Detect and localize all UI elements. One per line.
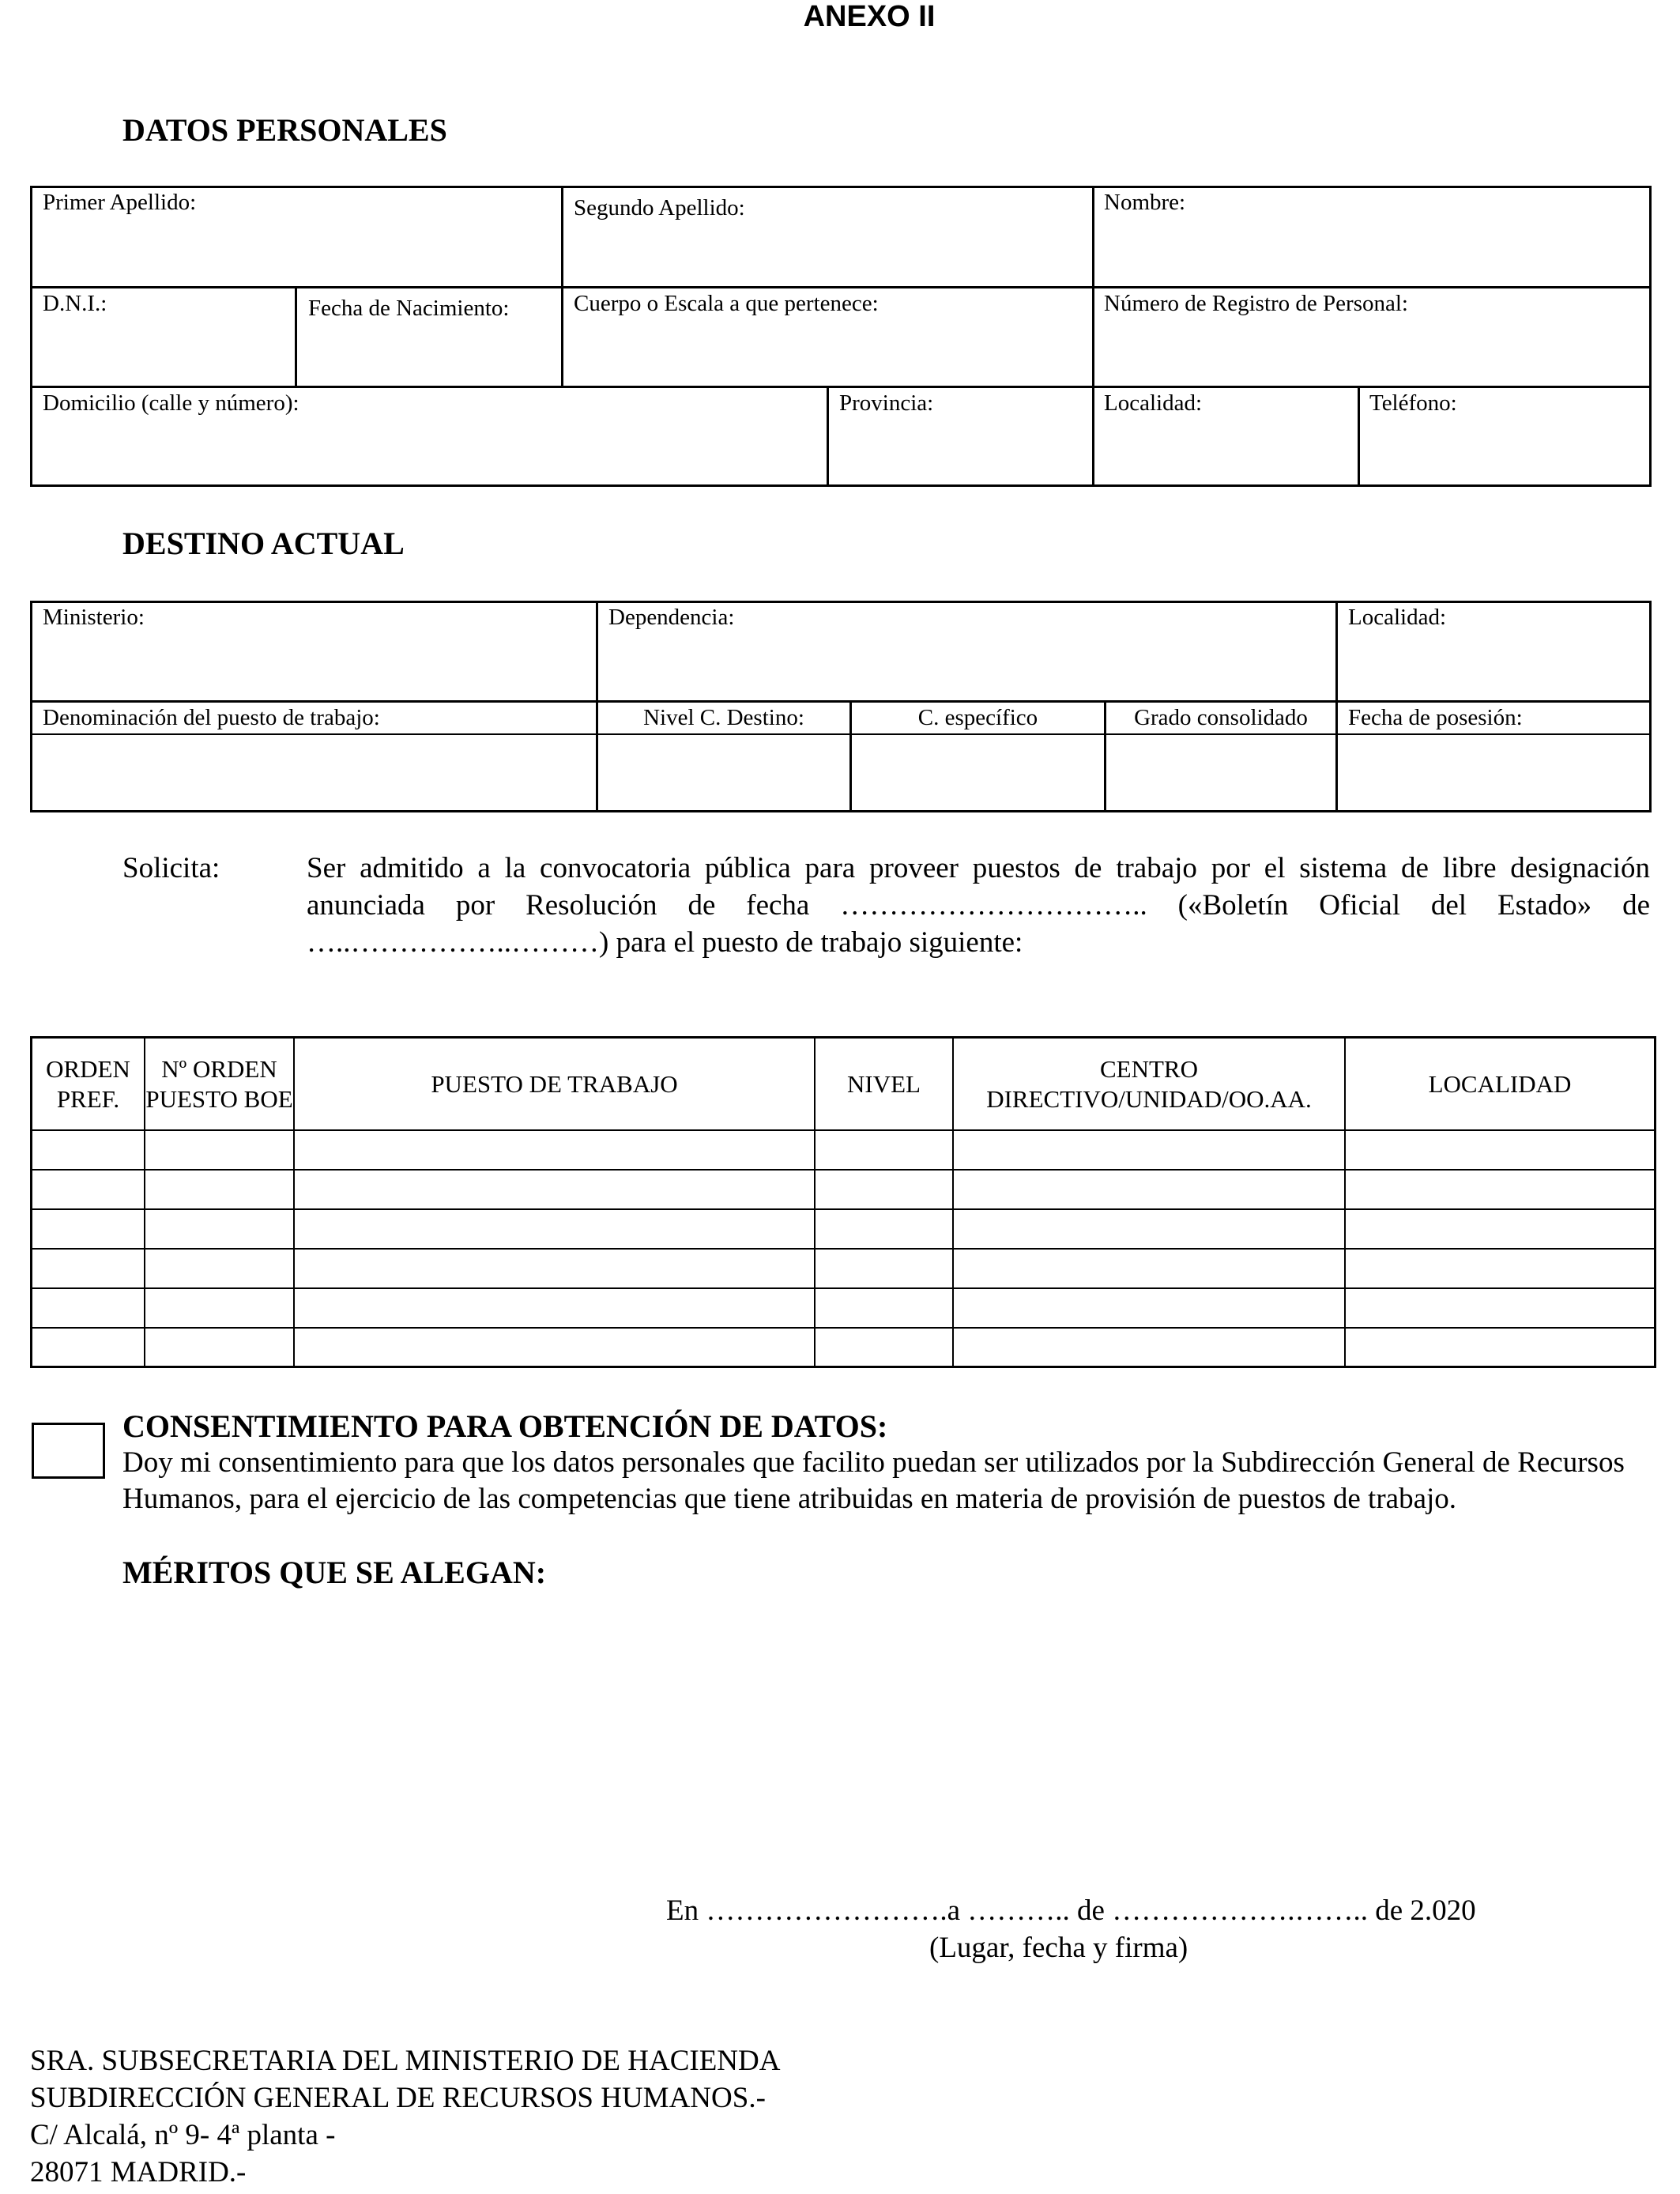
field-complemento-especifico: C. específico [917,705,1038,730]
header-orden-pref: ORDEN PREF. [46,1054,130,1113]
field-telefono: Teléfono: [1369,390,1457,416]
signature-caption: (Lugar, fecha y firma) [929,1932,1188,1964]
addressee-line-4: 28071 MADRID.- [30,2156,247,2188]
addressee-line-1: SRA. SUBSECRETARIA DEL MINISTERIO DE HACIENDA [30,2045,781,2077]
current-post-heading: DESTINO ACTUAL [122,526,405,561]
header-localidad: LOCALIDAD [1428,1069,1572,1098]
request-text: Ser admitido a la convocatoria pública para proveer puestos de trabajo por el sistema de libre designación anunciada por Resolución de fecha ………………………….. («Boletín Oficial del Estado» de …..……………..………) para el puesto de trabajo siguiente: [307,852,1650,959]
field-dependencia: Dependencia: [608,605,735,630]
addressee-line-2: SUBDIRECCIÓN GENERAL DE RECURSOS HUMANOS.- [30,2082,766,2114]
field-nombre: Nombre: [1104,190,1186,215]
field-segundo-apellido: Segundo Apellido: [574,195,745,221]
field-destino-localidad: Localidad: [1348,605,1447,630]
merits-title: MÉRITOS QUE SE ALEGAN: [122,1555,547,1590]
field-dni: D.N.I.: [43,291,107,316]
field-cuerpo-escala: Cuerpo o Escala a que pertenece: [574,291,879,316]
header-centro-directivo: CENTRO DIRECTIVO/UNIDAD/OO.AA. [986,1054,1312,1113]
field-nivel-destino: Nivel C. Destino: [643,705,804,730]
field-denominacion-puesto: Denominación del puesto de trabajo: [43,705,380,730]
field-fecha-nacimiento: Fecha de Nacimiento: [308,296,510,321]
field-localidad: Localidad: [1104,390,1203,416]
header-puesto-trabajo: PUESTO DE TRABAJO [431,1069,678,1098]
field-domicilio: Domicilio (calle y número): [43,390,299,416]
consent-title: CONSENTIMIENTO PARA OBTENCIÓN DE DATOS: [122,1408,888,1444]
request-label: Solicita: [122,852,220,884]
addressee-block [30,2042,780,2191]
addressee-line-3: C/ Alcalá, nº 9- 4ª planta - [30,2119,336,2151]
field-primer-apellido: Primer Apellido: [43,190,197,215]
signature-line: En …………………….a ……….. de ……………….…….. de 2.020 [666,1894,1476,1927]
field-fecha-posesion: Fecha de posesión: [1348,705,1523,730]
annex-title: ANEXO II [803,0,936,33]
field-ministerio: Ministerio: [43,605,145,630]
personal-data-heading: DATOS PERSONALES [122,112,447,148]
field-grado-consolidado: Grado consolidado [1134,705,1308,730]
field-numero-registro: Número de Registro de Personal: [1104,291,1408,316]
consent-checkbox[interactable] [32,1423,105,1479]
field-provincia: Provincia: [839,390,934,416]
header-nivel: NIVEL [847,1069,921,1098]
consent-text: Doy mi consentimiento para que los datos personales que facilito puedan ser utilizados por la Subdirección General de Recursos Humanos, para el ejercicio de las competencias que tiene atribuidas en materia de provisión de puestos de trabajo. [122,1446,1625,1515]
header-n-orden-boe: Nº ORDEN PUESTO BOE [145,1054,293,1113]
